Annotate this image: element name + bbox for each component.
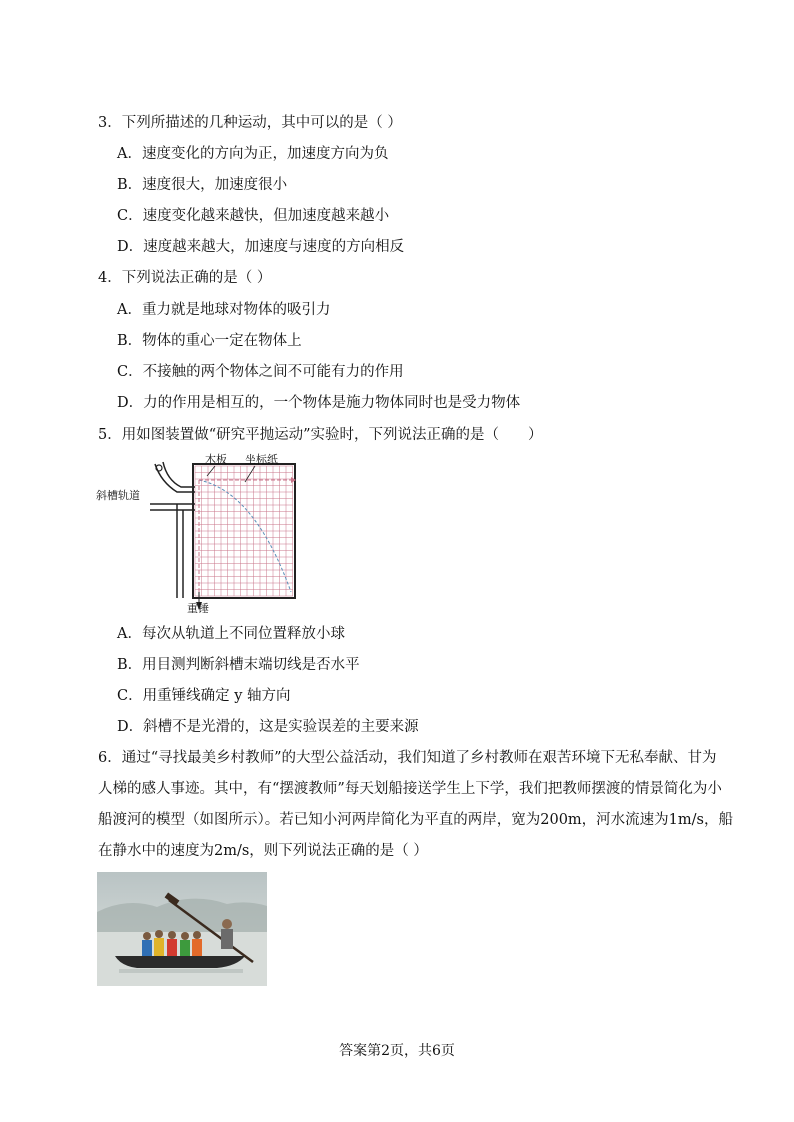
projectile-apparatus-figure	[95, 452, 310, 616]
question-4-option-a: A．重力就是地球对物体的吸引力	[117, 302, 331, 318]
page-footer: 答案第2页，共6页	[339, 1043, 455, 1059]
label-plumb: 重锤	[187, 602, 209, 615]
question-5-option-d: D．斜槽不是光滑的，这是实验误差的主要来源	[117, 719, 419, 735]
chute-track	[155, 464, 195, 492]
label-track: 斜槽轨道	[96, 489, 140, 502]
question-3-option-c: C．速度变化越来越快，但加速度越来越小	[117, 208, 390, 224]
question-6-line-1: 6．通过“寻找最美乡村教师”的大型公益活动，我们知道了乡村教师在艰苦环境下无私奉献、甘为	[98, 750, 717, 766]
question-6-line-3: 船渡河的模型（如图所示）。若已知小河两岸简化为平直的两岸，宽为200m，河水流速为1m/s，船	[98, 812, 733, 828]
question-3-stem: 3．下列所描述的几种运动，其中可以的是（ ）	[98, 115, 402, 131]
question-6-line-4: 在静水中的速度为2m/s，则下列说法正确的是（ ）	[98, 843, 428, 859]
question-5-stem: 5．用如图装置做“研究平抛运动”实验时，下列说法正确的是（ ）	[98, 427, 543, 443]
question-3-option-d: D．速度越来越大，加速度与速度的方向相反	[117, 239, 405, 255]
label-board: 木板	[205, 453, 227, 466]
question-5-option-b: B．用目测判断斜槽末端切线是否水平	[117, 657, 360, 673]
coordinate-grid	[195, 466, 293, 596]
question-3-option-b: B．速度很大，加速度很小	[117, 177, 288, 193]
question-6-line-2: 人梯的感人事迹。其中，有“摆渡教师”每天划船接送学生上下学，我们把教师摆渡的情景简化为小	[98, 781, 722, 797]
ferry-teacher-photo	[97, 872, 267, 986]
question-4-option-b: B．物体的重心一定在物体上	[117, 333, 302, 349]
question-5-option-c: C．用重锤线确定 y 轴方向	[117, 688, 291, 704]
boat	[115, 956, 245, 968]
question-5-option-a: A．每次从轨道上不同位置释放小球	[117, 626, 345, 642]
question-4-option-c: C．不接触的两个物体之间不可能有力的作用	[117, 364, 404, 380]
question-4-option-d: D．力的作用是相互的，一个物体是施力物体同时也是受力物体	[117, 395, 521, 411]
question-4-stem: 4．下列说法正确的是（ ）	[98, 270, 272, 286]
question-3-option-a: A．速度变化的方向为正，加速度方向为负	[117, 146, 389, 162]
label-paper: 坐标纸	[245, 453, 278, 466]
